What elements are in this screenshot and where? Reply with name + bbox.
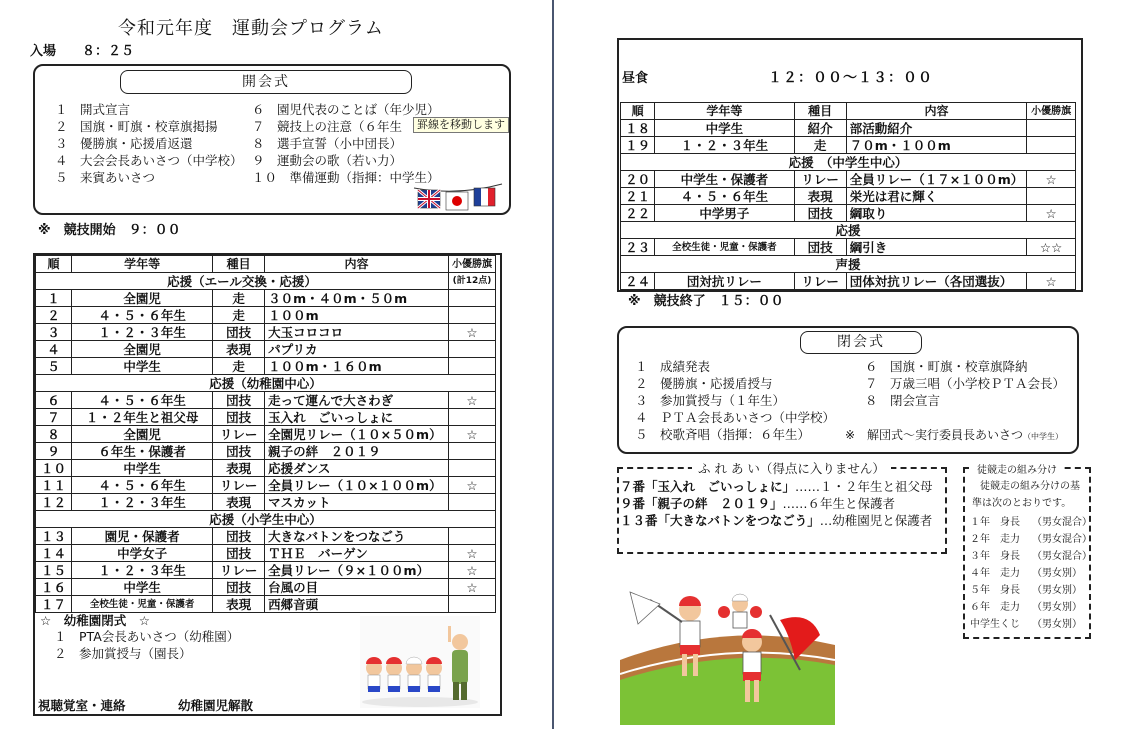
row-content: マスカット — [265, 494, 449, 511]
grouping-grade: ２年 — [970, 534, 990, 545]
row-event-type: 走 — [794, 137, 846, 154]
row-flag-mark: ☆ — [1027, 205, 1076, 222]
row-content: 全員リレー（９×１００m） — [265, 562, 449, 579]
row-number: １９ — [621, 137, 655, 154]
fureai-line — [620, 478, 933, 495]
section-row — [36, 375, 496, 392]
row-content: 玉入れ ごいっしょに — [265, 409, 449, 426]
row-content: １００m・１６０m — [265, 358, 449, 375]
row-content: ３０m・４０m・５０m — [265, 290, 449, 307]
table-row — [36, 443, 496, 460]
section-label: 声援 — [621, 256, 1076, 273]
sports-day-illustration — [620, 590, 835, 725]
ceremony-item: ４ ＰＴＡ会長あいさつ（中学校） — [635, 410, 836, 425]
column-header: 小優勝旗 — [448, 256, 495, 273]
column-header: 順 — [621, 103, 655, 120]
row-grade: １・２・３年生 — [71, 494, 212, 511]
race-grouping-list — [970, 514, 1092, 633]
row-content: 綱取り — [846, 205, 1027, 222]
row-grade: 全校生徒・児童・保護者 — [655, 239, 794, 256]
row-grade: ４・５・６年生 — [71, 477, 212, 494]
row-content: 部活動紹介 — [846, 120, 1027, 137]
row-grade: ４・５・６年生 — [71, 307, 212, 324]
opening-ceremony-heading: 開会式 — [120, 70, 412, 94]
row-event-type: リレー — [213, 426, 265, 443]
grouping-grade: １年 — [970, 517, 990, 528]
row-event-type: 走 — [213, 307, 265, 324]
grouping-type: 走力 — [1000, 568, 1020, 579]
opening-items-right — [252, 101, 440, 186]
table-header-row — [621, 103, 1076, 120]
grouping-row — [970, 582, 1092, 599]
grouping-sex: （男女別） — [1032, 619, 1082, 630]
row-grade: 全校生徒・児童・保護者 — [71, 596, 212, 613]
fureai-participants: ……６年生と保護者 — [782, 496, 896, 511]
row-grade: ４・５・６年生 — [71, 392, 212, 409]
row-event-type: リレー — [213, 477, 265, 494]
row-flag-mark — [448, 528, 495, 545]
table-row — [36, 324, 496, 341]
table-row — [621, 188, 1076, 205]
grouping-row — [970, 616, 1092, 633]
column-header: 内容 — [265, 256, 449, 273]
row-grade: 全園児 — [71, 426, 212, 443]
tooltip: 罫線を移動します — [413, 117, 509, 133]
row-event-type: 団技 — [213, 409, 265, 426]
table-row — [36, 341, 496, 358]
ceremony-item: １ 開式宣言 — [55, 102, 131, 117]
flags-icon — [412, 182, 504, 218]
grouping-sex: （男女混合） — [1032, 551, 1092, 562]
kinder-closing-heading: ☆ 幼稚園閉式 ☆ — [40, 613, 150, 628]
table-row — [36, 596, 496, 613]
row-content: パプリカ — [265, 341, 449, 358]
row-flag-mark — [448, 596, 495, 613]
program-table-left — [35, 255, 496, 613]
grouping-type: くじ — [1000, 619, 1020, 630]
grouping-sex: （男女別） — [1032, 585, 1082, 596]
row-flag-mark — [448, 358, 495, 375]
row-number: ２１ — [621, 188, 655, 205]
fureai-participants: ……１・２年生と祖父母 — [795, 479, 933, 494]
row-event-type: 表現 — [213, 341, 265, 358]
grouping-row — [970, 599, 1092, 616]
ceremony-item: ３ 優勝旗・応援盾返還 — [55, 136, 193, 151]
row-grade: 全園児 — [71, 290, 212, 307]
row-content: ＴＨＥ バーゲン — [265, 545, 449, 562]
row-flag-mark: ☆ — [448, 545, 495, 562]
race-grouping-heading: 徒競走の組み分け — [973, 461, 1061, 476]
row-event-type: 表現 — [213, 460, 265, 477]
table-row — [621, 137, 1076, 154]
grouping-type: 身長 — [1000, 585, 1020, 596]
row-grade: 中学生 — [71, 579, 212, 596]
grouping-type: 身長 — [1000, 551, 1020, 562]
grouping-type: 身長 — [1000, 517, 1020, 528]
row-number: １８ — [621, 120, 655, 137]
lunch-label: 昼食 — [622, 71, 649, 86]
row-number: ８ — [36, 426, 72, 443]
grouping-grade: ４年 — [970, 568, 990, 579]
row-content: 大きなバトンをつなごう — [265, 528, 449, 545]
row-content: 全園児リレー（１０×５０m） — [265, 426, 449, 443]
kinder-item: １ PTA会長あいさつ（幼稚園） — [54, 629, 240, 644]
grouping-sex: （男女別） — [1032, 568, 1082, 579]
row-content: 台風の目 — [265, 579, 449, 596]
row-content: 綱引き — [846, 239, 1027, 256]
column-header: 種目 — [213, 256, 265, 273]
grouping-type: 走力 — [1000, 602, 1020, 613]
row-flag-mark — [1027, 137, 1076, 154]
row-flag-mark — [448, 341, 495, 358]
table-row — [36, 494, 496, 511]
ceremony-item: ８ 選手宣誓（小中団長） — [252, 136, 403, 151]
row-event-type: 走 — [213, 290, 265, 307]
row-grade: １・２・３年生 — [71, 562, 212, 579]
ceremony-item: ２ 優勝旗・応援盾授与 — [635, 376, 773, 391]
column-header: 学年等 — [71, 256, 212, 273]
closing-ceremony-heading: 閉会式 — [800, 331, 922, 354]
table-row — [621, 171, 1076, 188]
row-number: ２ — [36, 307, 72, 324]
grouping-grade: 中学生 — [970, 619, 1000, 630]
row-flag-mark — [448, 307, 495, 324]
row-number: １５ — [36, 562, 72, 579]
row-content: 全員リレー（１０×１００m） — [265, 477, 449, 494]
kinder-item: ２ 参加賞授与（園長） — [54, 646, 192, 661]
row-grade: 中学生 — [655, 120, 794, 137]
row-flag-mark: ☆ — [1027, 273, 1076, 290]
row-event-type: 紹介 — [794, 120, 846, 137]
program-title: 令和元年度 運動会プログラム — [118, 18, 384, 39]
entry-time: 入場 ８：２５ — [30, 44, 135, 59]
grouping-sex: （男女混合） — [1032, 517, 1092, 528]
row-event-type: 表現 — [794, 188, 846, 205]
france-flag-icon — [474, 188, 495, 206]
fureai-event: ７番「玉入れ ごいっしょに」 — [620, 479, 796, 494]
ceremony-item: ４ 大会会長あいさつ（中学校） — [55, 153, 243, 168]
race-grouping-desc: 徒競走の組み分けの基 準は次のとおりです。 — [972, 481, 1080, 509]
row-event-type: 団技 — [794, 205, 846, 222]
row-flag-mark — [1027, 188, 1076, 205]
grouping-grade: ３年 — [970, 551, 990, 562]
right-page — [560, 0, 1123, 729]
row-flag-mark: ☆ — [448, 579, 495, 596]
table-row — [621, 205, 1076, 222]
row-grade: 中学女子 — [71, 545, 212, 562]
section-extra: (計12点) — [448, 273, 495, 290]
section-label: 応援（幼稚園中心） — [36, 375, 496, 392]
table-row — [36, 358, 496, 375]
closing-note: ※ 解団式〜実行委員長あいさつ（中学生） — [845, 428, 1064, 442]
row-grade: 中学生 — [71, 358, 212, 375]
row-grade: ６年生・保護者 — [71, 443, 212, 460]
fureai-event: １３番「大きなバトンをつなごう」 — [620, 513, 820, 528]
row-number: １３ — [36, 528, 72, 545]
grouping-row — [970, 565, 1092, 582]
row-flag-mark: ☆ — [1027, 171, 1076, 188]
row-number: １４ — [36, 545, 72, 562]
left-page — [0, 0, 548, 729]
row-number: ９ — [36, 443, 72, 460]
fureai-heading: ふ れ あ い（得点に入りません） — [692, 459, 891, 477]
table-row — [36, 477, 496, 494]
row-number: ２０ — [621, 171, 655, 188]
row-number: ５ — [36, 358, 72, 375]
fureai-line — [620, 512, 933, 529]
column-header: 内容 — [846, 103, 1027, 120]
grouping-grade: ５年 — [970, 585, 990, 596]
row-number: ２２ — [621, 205, 655, 222]
ceremony-item: ３ 参加賞授与（１年生） — [635, 393, 786, 408]
row-number: ７ — [36, 409, 72, 426]
table-row — [36, 579, 496, 596]
row-content: 団体対抗リレー（各団選抜） — [846, 273, 1027, 290]
grouping-row — [970, 548, 1092, 565]
row-event-type: 表現 — [213, 494, 265, 511]
fureai-event: ９番「親子の絆 ２０１９」 — [620, 496, 783, 511]
grouping-grade: ６年 — [970, 602, 990, 613]
row-grade: １・２年生と祖父母 — [71, 409, 212, 426]
closing-items-right — [865, 358, 1065, 409]
grouping-sex: （男女混合） — [1032, 534, 1092, 545]
row-flag-mark — [448, 443, 495, 460]
table-row — [36, 392, 496, 409]
row-content: 大玉コロコロ — [265, 324, 449, 341]
table-row — [621, 120, 1076, 137]
section-label: 応援 — [621, 222, 1076, 239]
row-grade: 全園児 — [71, 341, 212, 358]
row-event-type: リレー — [794, 273, 846, 290]
closing-items-left — [635, 358, 835, 443]
start-time: ※ 競技開始 ９：００ — [38, 223, 181, 238]
table-row — [36, 307, 496, 324]
row-number: １７ — [36, 596, 72, 613]
table-row — [36, 545, 496, 562]
grouping-sex: （男女別） — [1032, 602, 1082, 613]
row-grade: ４・５・６年生 — [655, 188, 794, 205]
fureai-line — [620, 495, 933, 512]
row-event-type: 団技 — [213, 545, 265, 562]
section-row — [621, 256, 1076, 273]
column-header: 種目 — [794, 103, 846, 120]
row-number: ２４ — [621, 273, 655, 290]
row-content: 全員リレー（１７×１００m） — [846, 171, 1027, 188]
opening-items-left — [55, 101, 243, 186]
column-header: 学年等 — [655, 103, 794, 120]
row-event-type: 走 — [213, 358, 265, 375]
fureai-participants: …幼稚園児と保護者 — [819, 513, 933, 528]
table-header-row — [36, 256, 496, 273]
uk-flag-icon — [418, 190, 440, 208]
section-label: 応援（小学生中心） — [36, 511, 496, 528]
row-flag-mark — [448, 290, 495, 307]
row-number: ３ — [36, 324, 72, 341]
kinder-closing-items — [54, 628, 239, 662]
section-label: 応援（エール交換・応援） — [36, 273, 449, 290]
row-content: 応援ダンス — [265, 460, 449, 477]
row-grade: 中学生 — [71, 460, 212, 477]
row-flag-mark — [1027, 120, 1076, 137]
row-number: ６ — [36, 392, 72, 409]
grouping-row — [970, 531, 1092, 548]
section-row — [36, 273, 496, 290]
ceremony-item: ５ 来賓あいさつ — [55, 170, 156, 185]
row-content: １００m — [265, 307, 449, 324]
table-row — [36, 290, 496, 307]
table-row — [36, 409, 496, 426]
fureai-lines — [620, 478, 933, 529]
end-time: ※ 競技終了 １５：００ — [628, 294, 784, 309]
row-flag-mark — [448, 494, 495, 511]
row-content: 西郷音頭 — [265, 596, 449, 613]
row-number: ４ — [36, 341, 72, 358]
row-event-type: 団技 — [794, 239, 846, 256]
row-event-type: リレー — [213, 562, 265, 579]
row-flag-mark — [448, 460, 495, 477]
table-row — [621, 273, 1076, 290]
row-flag-mark: ☆ — [448, 562, 495, 579]
row-flag-mark: ☆ — [448, 477, 495, 494]
row-grade: 園児・保護者 — [71, 528, 212, 545]
row-event-type: 表現 — [213, 596, 265, 613]
row-number: １２ — [36, 494, 72, 511]
ceremony-item: ６ 園児代表のことば（年少児） — [252, 102, 440, 117]
footer-dismiss: 幼稚園児解散 — [178, 698, 254, 713]
row-event-type: リレー — [794, 171, 846, 188]
ceremony-item: ５ 校歌斉唱（指揮：６年生） — [635, 427, 811, 442]
row-grade: 団対抗リレー — [655, 273, 794, 290]
row-number: １ — [36, 290, 72, 307]
japan-flag-icon — [446, 192, 468, 210]
row-event-type: 団技 — [213, 392, 265, 409]
table-row — [621, 239, 1076, 256]
row-grade: １・２・３年生 — [655, 137, 794, 154]
ceremony-item: １０ 準備運動（指揮：中学生） — [252, 170, 440, 185]
ceremony-item: ６ 国旗・町旗・校章旗降納 — [865, 359, 1028, 374]
row-flag-mark: ☆ — [448, 324, 495, 341]
ceremony-item: １ 成績発表 — [635, 359, 711, 374]
grouping-type: 走力 — [1000, 534, 1020, 545]
footer-contact: 視聴覚室・連絡 — [38, 698, 126, 713]
row-content: 走って運んで大さわぎ — [265, 392, 449, 409]
ceremony-item: ７ 競技上の注意（６年生 — [252, 119, 403, 134]
table-row — [36, 460, 496, 477]
row-number: １６ — [36, 579, 72, 596]
row-number: １０ — [36, 460, 72, 477]
ceremony-item: ９ 運動会の歌（若い力） — [252, 153, 403, 168]
ceremony-item: ２ 国旗・町旗・校章旗掲揚 — [55, 119, 218, 134]
row-number: １１ — [36, 477, 72, 494]
row-event-type: 団技 — [213, 443, 265, 460]
row-number: ２３ — [621, 239, 655, 256]
row-flag-mark: ☆ — [448, 392, 495, 409]
row-flag-mark — [448, 409, 495, 426]
section-row — [36, 511, 496, 528]
row-content: 栄光は君に輝く — [846, 188, 1027, 205]
table-row — [36, 562, 496, 579]
row-content: ７０m・１００m — [846, 137, 1027, 154]
column-header: 小優勝旗 — [1027, 103, 1076, 120]
section-row — [621, 154, 1076, 171]
row-event-type: 団技 — [213, 528, 265, 545]
row-event-type: 団技 — [213, 579, 265, 596]
ceremony-item: ８ 閉会宣言 — [865, 393, 941, 408]
table-row — [36, 426, 496, 443]
row-event-type: 団技 — [213, 324, 265, 341]
page-gutter — [548, 0, 560, 729]
row-flag-mark: ☆ — [448, 426, 495, 443]
row-grade: １・２・３年生 — [71, 324, 212, 341]
lunch-time: １２：００〜１３：００ — [768, 70, 933, 86]
row-grade: 中学生・保護者 — [655, 171, 794, 188]
row-grade: 中学男子 — [655, 205, 794, 222]
table-row — [36, 528, 496, 545]
section-row — [621, 222, 1076, 239]
row-content: 親子の絆 ２０１９ — [265, 443, 449, 460]
row-flag-mark: ☆☆ — [1027, 239, 1076, 256]
children-cheering-illustration — [360, 616, 480, 708]
column-header: 順 — [36, 256, 72, 273]
grouping-row — [970, 514, 1092, 531]
section-label: 応援 （中学生中心） — [621, 154, 1076, 171]
ceremony-item: ７ 万歳三唱（小学校ＰＴＡ会長） — [865, 376, 1066, 391]
program-table-right — [620, 102, 1076, 290]
